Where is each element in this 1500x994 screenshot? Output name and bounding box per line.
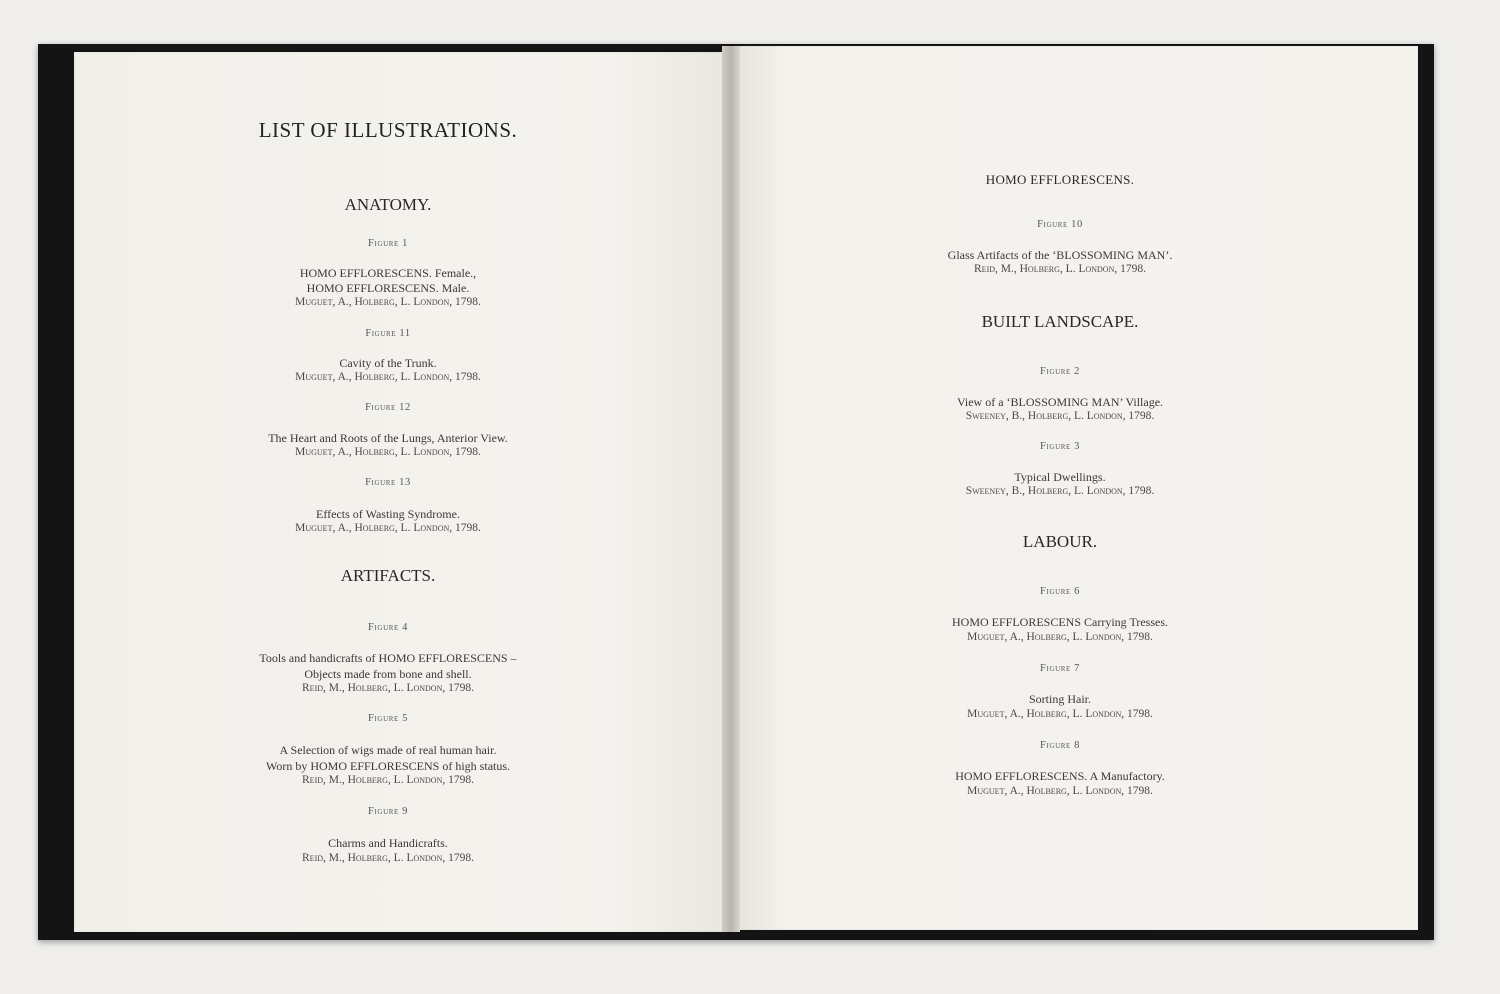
figure-caption: HOMO EFFLORESCENS Carrying Tresses. bbox=[951, 615, 1169, 629]
figure-caption: A Selection of wigs made of real human hair. bbox=[279, 743, 497, 757]
page-title: LIST OF ILLUSTRATIONS. bbox=[258, 118, 518, 142]
figure-caption: Objects made from bone and shell. bbox=[304, 667, 472, 681]
section-heading-built-landscape: BUILT LANDSCAPE. bbox=[981, 312, 1139, 331]
figure-citation: Sweeney, B., Holberg, L. London, 1798. bbox=[965, 410, 1155, 422]
figure-citation: Reid, M., Holberg, L. London, 1798. bbox=[302, 774, 474, 786]
figure-caption: Charms and Handicrafts. bbox=[328, 836, 448, 850]
section-heading-labour: LABOUR. bbox=[1022, 532, 1098, 551]
figure-label: Figure 2 bbox=[1040, 366, 1080, 377]
figure-caption: HOMO EFFLORESCENS. Female., bbox=[299, 266, 477, 280]
figure-citation: Muguet, A., Holberg, L. London, 1798. bbox=[295, 522, 481, 534]
figure-label: Figure 4 bbox=[368, 622, 408, 633]
figure-caption: Worn by HOMO EFFLORESCENS of high status. bbox=[265, 759, 511, 773]
figure-caption: HOMO EFFLORESCENS. A Manufactory. bbox=[955, 769, 1165, 783]
figure-citation: Muguet, A., Holberg, L. London, 1798. bbox=[967, 708, 1153, 720]
section-heading-homo-efflorescens: HOMO EFFLORESCENS. bbox=[985, 172, 1135, 187]
figure-caption: Cavity of the Trunk. bbox=[339, 356, 437, 370]
figure-label: Figure 1 bbox=[368, 238, 408, 249]
figure-citation: Muguet, A., Holberg, L. London, 1798. bbox=[967, 631, 1153, 643]
figure-caption: Tools and handicrafts of HOMO EFFLORESCENS – bbox=[259, 651, 517, 665]
figure-caption: HOMO EFFLORESCENS. Male. bbox=[306, 281, 470, 295]
figure-citation: Reid, M., Holberg, L. London, 1798. bbox=[974, 263, 1146, 275]
figure-citation: Muguet, A., Holberg, L. London, 1798. bbox=[295, 296, 481, 308]
figure-caption: Typical Dwellings. bbox=[1014, 470, 1106, 484]
figure-label: Figure 6 bbox=[1040, 586, 1080, 597]
figure-caption: Glass Artifacts of the ‘BLOSSOMING MAN’. bbox=[947, 248, 1173, 262]
figure-caption: Sorting Hair. bbox=[1029, 692, 1091, 706]
figure-citation: Muguet, A., Holberg, L. London, 1798. bbox=[967, 785, 1153, 797]
figure-label: Figure 7 bbox=[1040, 663, 1080, 674]
section-heading-artifacts: ARTIFACTS. bbox=[340, 566, 436, 585]
figure-label: Figure 8 bbox=[1040, 740, 1080, 751]
book-gutter bbox=[722, 46, 740, 932]
figure-label: Figure 13 bbox=[365, 477, 411, 488]
figure-caption: The Heart and Roots of the Lungs, Anterior View. bbox=[268, 431, 508, 445]
figure-label: Figure 12 bbox=[365, 402, 411, 413]
figure-label: Figure 9 bbox=[368, 806, 408, 817]
figure-label: Figure 11 bbox=[365, 328, 411, 339]
figure-label: Figure 10 bbox=[1037, 219, 1083, 230]
figure-caption: View of a ‘BLOSSOMING MAN’ Village. bbox=[956, 395, 1164, 409]
left-page bbox=[74, 52, 724, 932]
figure-citation: Muguet, A., Holberg, L. London, 1798. bbox=[295, 371, 481, 383]
figure-label: Figure 5 bbox=[368, 713, 408, 724]
figure-citation: Sweeney, B., Holberg, L. London, 1798. bbox=[965, 485, 1155, 497]
figure-citation: Muguet, A., Holberg, L. London, 1798. bbox=[295, 446, 481, 458]
figure-citation: Reid, M., Holberg, L. London, 1798. bbox=[302, 682, 474, 694]
figure-citation: Reid, M., Holberg, L. London, 1798. bbox=[302, 852, 474, 864]
figure-label: Figure 3 bbox=[1040, 441, 1080, 452]
section-heading-anatomy: ANATOMY. bbox=[344, 195, 432, 214]
figure-caption: Effects of Wasting Syndrome. bbox=[316, 507, 460, 521]
